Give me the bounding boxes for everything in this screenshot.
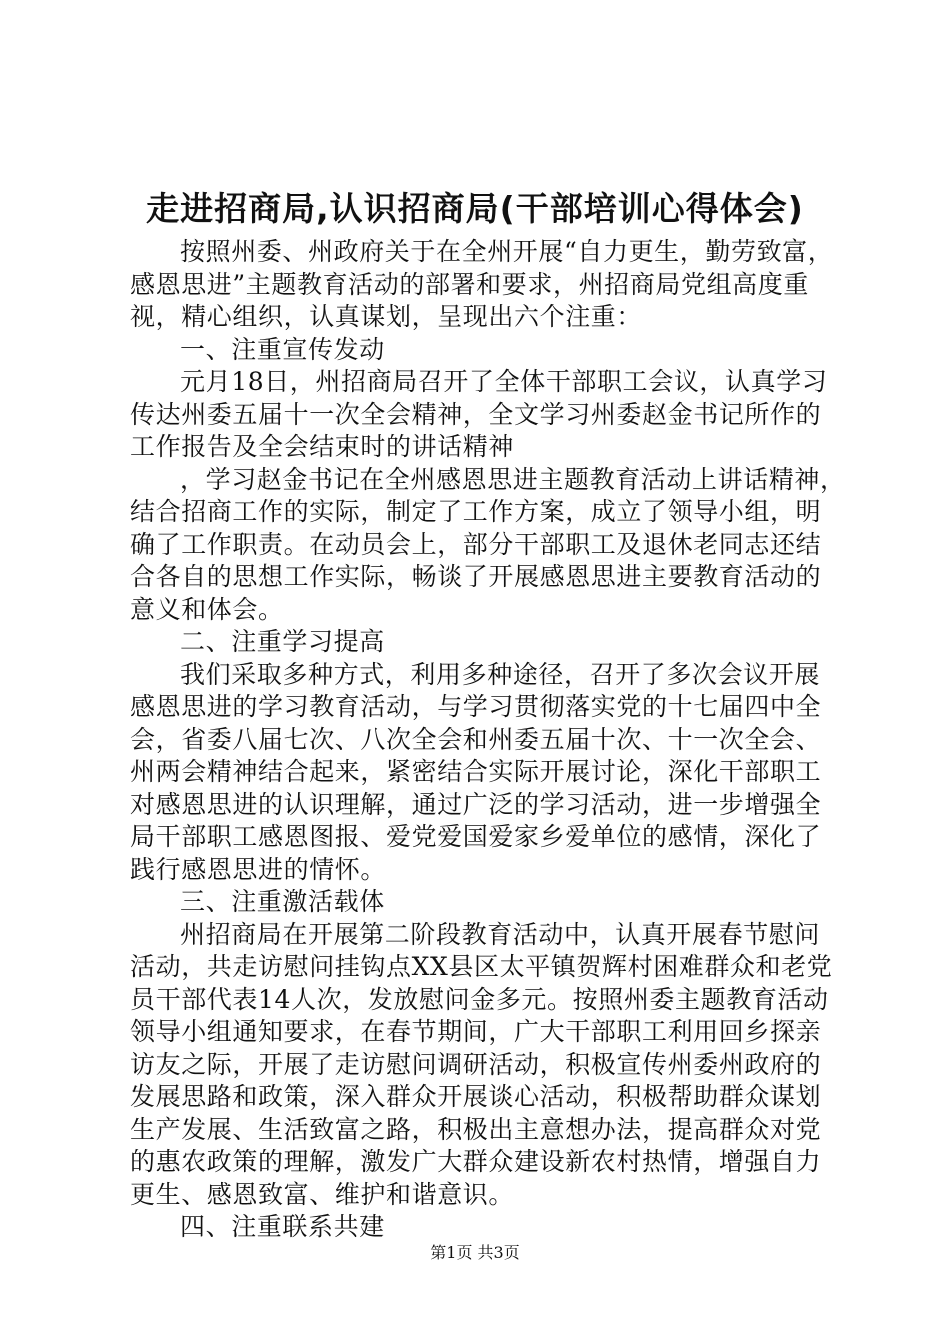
body-line: 员干部代表14人次，发放慰问金多元。按照州委主题教育活动 [130, 984, 829, 1014]
body-line: 践行感恩思进的情怀。 [130, 854, 387, 884]
body-line: 局干部职工感恩图报、爱党爱国爱家乡爱单位的感情，深化了 [130, 822, 822, 851]
body-line: 感恩思进的学习教育活动，与学习贯彻落实党的十七届四中全 [130, 692, 822, 721]
document-body [130, 236, 846, 1244]
body-line: 意义和体会。 [130, 594, 284, 624]
body-line: 视，精心组织，认真谋划，呈现出六个注重： [130, 302, 643, 331]
page-footer: 第1页 共3页 [430, 1243, 520, 1262]
body-line: 发展思路和政策，深入群众开展谈心活动，积极帮助群众谋划 [130, 1082, 822, 1111]
body-line: 会，省委八届七次、八次全会和州委五届十次、十一次全会、 [130, 724, 822, 754]
body-line: 一、注重宣传发动 [180, 334, 385, 364]
document-title: 走进招商局,认识招商局(干部培训心得体会) [146, 189, 804, 228]
body-line: 按照州委、州政府关于在全州开展“自力更生，勤劳致富， [180, 237, 834, 266]
body-line: 活动，共走访慰问挂钩点XX县区太平镇贺辉村困难群众和老党 [130, 952, 833, 981]
body-line: 对感恩思进的认识理解，通过广泛的学习活动，进一步增强全 [130, 789, 822, 819]
body-line: 四、注重联系共建 [180, 1212, 385, 1241]
body-line: 访友之际，开展了走访慰问调研活动，积极宣传州委州政府的 [130, 1049, 822, 1079]
body-line: 州招商局在开展第二阶段教育活动中，认真开展春节慰问 [180, 919, 821, 949]
body-line: 感恩思进”主题教育活动的部署和要求，州招商局党组高度重 [130, 269, 809, 299]
body-line: 合各自的思想工作实际，畅谈了开展感恩思进主要教育活动的 [130, 562, 822, 591]
body-line: 我们采取多种方式，利用多种途径，召开了多次会议开展 [180, 659, 821, 689]
body-line: 州两会精神结合起来，紧密结合实际开展讨论，深化干部职工 [130, 757, 822, 786]
body-line: 领导小组通知要求，在春节期间，广大干部职工利用回乡探亲 [130, 1017, 822, 1046]
body-line: 传达州委五届十一次全会精神，全文学习州委赵金书记所作的 [130, 399, 822, 429]
body-line: 更生、感恩致富、维护和谐意识。 [130, 1179, 515, 1209]
body-line: 的惠农政策的理解，激发广大群众建设新农村热情，增强自力 [130, 1147, 822, 1176]
body-line: 二、注重学习提高 [180, 627, 385, 656]
body-line: 确了工作职责。在动员会上，部分干部职工及退休老同志还结 [130, 529, 822, 559]
body-line: 三、注重激活载体 [180, 887, 385, 916]
body-line: 生产发展、生活致富之路，积极出主意想办法，提高群众对党 [130, 1114, 822, 1144]
body-line: 工作报告及全会结束时的讲话精神 [130, 432, 515, 461]
body-line: ，学习赵金书记在全州感恩思进主题教育活动上讲话精神， [180, 464, 846, 494]
body-line: 结合招商工作的实际，制定了工作方案，成立了领导小组，明 [130, 497, 822, 526]
body-line: 元月18日，州招商局召开了全体干部职工会议，认真学习 [180, 367, 828, 396]
